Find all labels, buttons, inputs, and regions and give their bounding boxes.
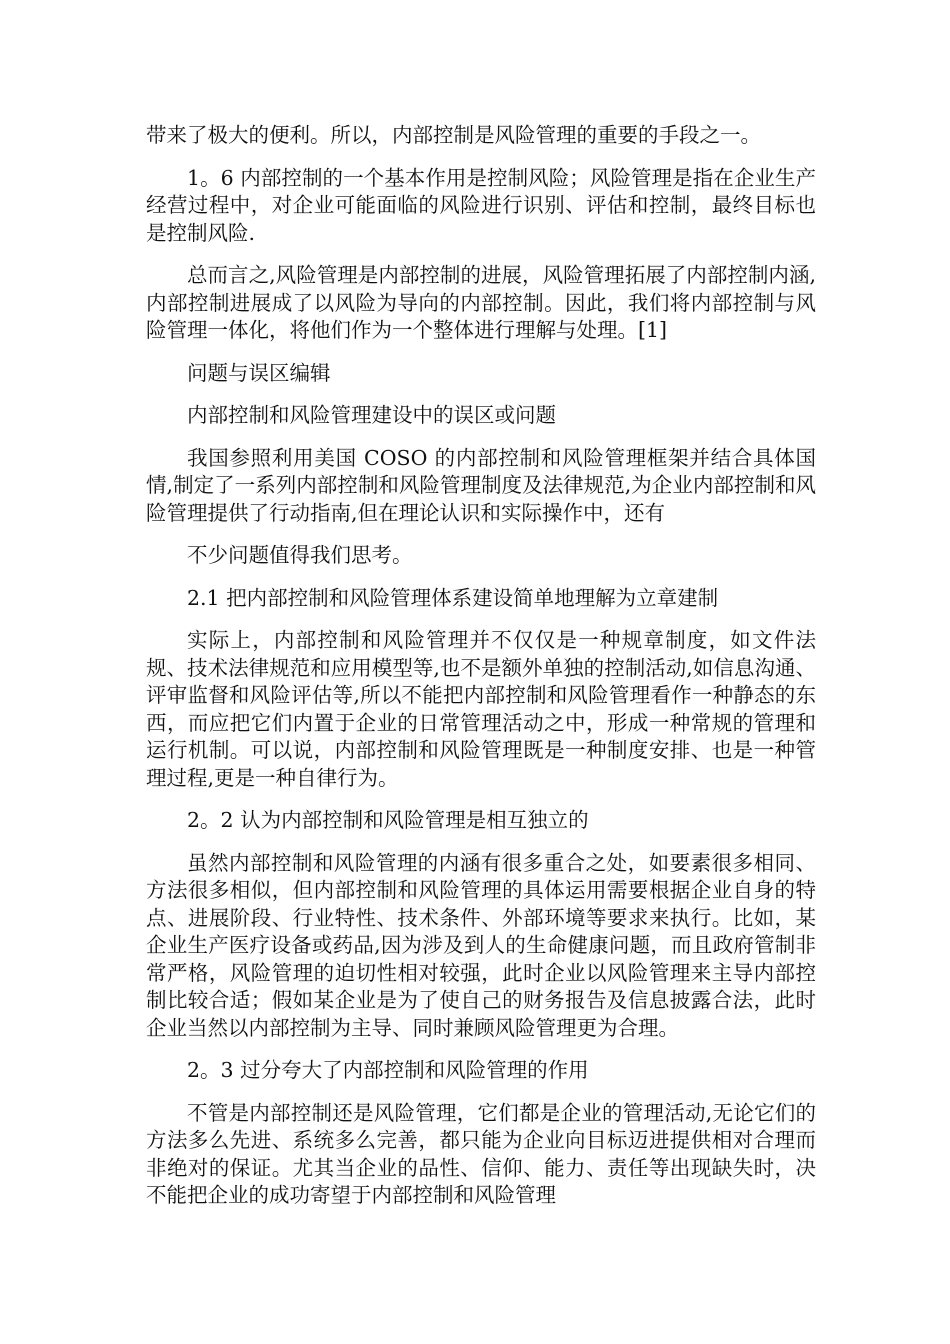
paragraph-section-2-2: 虽然内部控制和风险管理的内涵有很多重合之处，如要素很多相同、方法很多相似，但内部控制和风险管理的具体运用需要根据企业自身的特点、进展阶段、行业特性、技术条件、外部环境等要求来执行。比如，某企业生产医疗设备或药品,因为涉及到人的生命健康问题，而且政府管制非常严格，风险管理的迫切性相对较强，此时企业以风险管理来主导内部控制比较合适；假如某企业是为了使自己的财务报告及信息披露合法，此时企业当然以内部控制为主导、同时兼顾风险管理更为合理。 <box>146 850 816 1040</box>
heading-section-2-2: 2。2 认为内部控制和风险管理是相互独立的 <box>187 808 589 832</box>
heading-section-2-1: 2.1 把内部控制和风险管理体系建设简单地理解为立章建制 <box>187 585 719 610</box>
paragraph-section-2-3: 不管是内部控制还是风险管理，它们都是企业的管理活动,无论它们的方法多么先进、系统多么完善，都只能为企业向目标迈进提供相对合理而非绝对的保证。尤其当企业的品性、信仰、能力、责任等出现缺失时，决不能把企业的成功寄望于内部控制和风险管理 <box>146 1100 816 1207</box>
paragraph-coso-continuation: 不少问题值得我们思考。 <box>187 543 413 567</box>
paragraph-summary: 总而言之,风险管理是内部控制的进展，风险管理拓展了内部控制内涵,内部控制进展成了以风险为导向的内部控制。因此，我们将内部控制与风险管理一体化，将他们作为一个整体进行理解与处理。[1] <box>146 263 816 342</box>
document-page <box>146 122 816 1225</box>
heading-section-2-3: 2。3 过分夸大了内部控制和风险管理的作用 <box>187 1058 589 1082</box>
paragraph-intro-continuation: 带来了极大的便利。所以，内部控制是风险管理的重要的手段之一。 <box>146 123 761 147</box>
subheading-misconceptions: 内部控制和风险管理建设中的误区或问题 <box>187 403 556 427</box>
paragraph-coso-framework: 我国参照利用美国 COSO 的内部控制和风险管理框架并结合具体国情,制定了一系列内部控制和风险管理制度及法律规范,为企业内部控制和风险管理提供了行动指南,但在理论认识和实际操作中，还有 <box>146 445 816 525</box>
section-heading-issues: 问题与误区编辑 <box>187 360 331 385</box>
paragraph-section-2-1: 实际上，内部控制和风险管理并不仅仅是一种规章制度，如文件法规、技术法律规范和应用模型等,也不是额外单独的控制活动,如信息沟通、评审监督和风险评估等,所以不能把内部控制和风险管理看作一种静态的东西，而应把它们内置于企业的日常管理活动之中，形成一种常规的管理和运行机制。可以说，内部控制和风险管理既是一种制度安排、也是一种管理过程,更是一种自律行为。 <box>146 628 816 790</box>
paragraph-section-1-6: 1。6 内部控制的一个基本作用是控制风险；风险管理是指在企业生产经营过程中，对企业可能面临的风险进行识别、评估和控制，最终目标也是控制风险. <box>146 165 816 245</box>
